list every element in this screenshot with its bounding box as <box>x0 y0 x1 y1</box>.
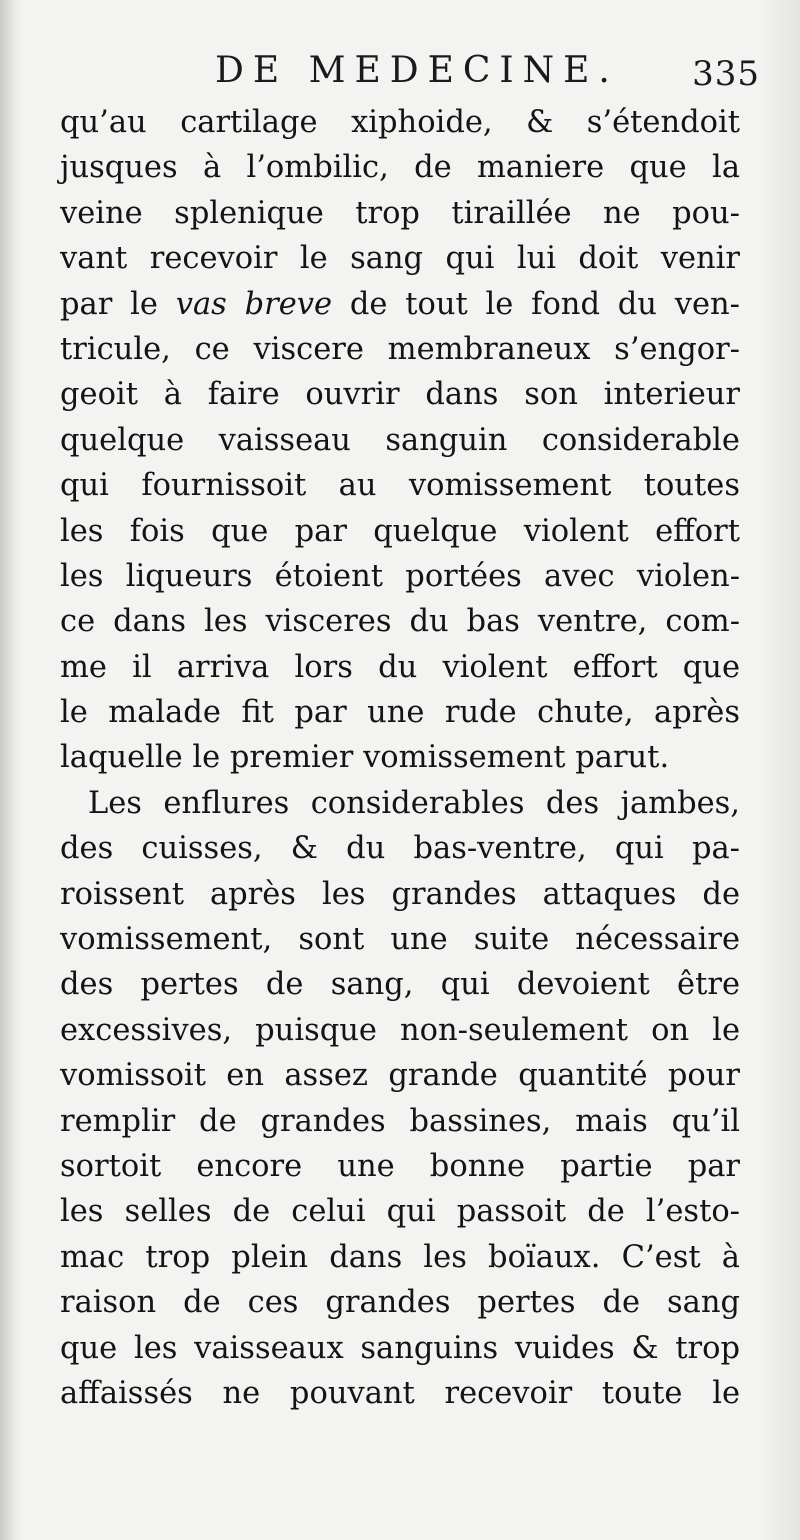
text-line: excessives, puisque non-seulement on le <box>60 1012 740 1048</box>
italic-term: vas breve <box>175 286 333 322</box>
text-line: les liqueurs étoient portées avec violen- <box>60 558 740 594</box>
text-line: que les vaisseaux sanguins vuides & trop <box>60 1330 740 1366</box>
text-line: le malade fit par une rude chute, après <box>60 695 740 731</box>
body-text <box>60 100 740 1416</box>
text-line: ce dans les visceres du bas ventre, com- <box>60 604 740 640</box>
page-gutter-shadow <box>0 0 22 1540</box>
text-line: raison de ces grandes pertes de sang <box>60 1285 740 1321</box>
text-line: geoit à faire ouvrir dans son interieur <box>60 377 740 413</box>
page-edge-shadow <box>760 0 800 1540</box>
running-head-title: DE MEDECINE. <box>215 50 619 91</box>
text-line: affaissés ne pouvant recevoir toute le <box>60 1375 740 1411</box>
text-line: vomissement, sont une suite nécessaire <box>60 922 740 958</box>
text-line: les fois que par quelque violent effort <box>60 513 740 549</box>
text-line: remplir de grandes bassines, mais qu’il <box>60 1103 740 1139</box>
text-line: mac trop plein dans les boïaux. C’est à <box>60 1239 740 1275</box>
text-segment: de tout le fond du ven- <box>332 286 740 322</box>
running-head <box>60 46 760 102</box>
text-line: me il arriva lors du violent effort que <box>60 649 740 685</box>
text-line: les selles de celui qui passoit de l’esto- <box>60 1194 740 1230</box>
text-line: roissent après les grandes attaques de <box>60 876 740 912</box>
text-line: vomissoit en assez grande quantité pour <box>60 1058 740 1094</box>
text-line: des cuisses, & du bas-ventre, qui pa- <box>60 831 740 867</box>
paragraph-end-line: laquelle le premier vomissement parut. <box>60 740 670 776</box>
text-line: sortoit encore une bonne partie par <box>60 1148 740 1184</box>
text-line: quelque vaisseau sanguin considerable <box>60 422 740 458</box>
paragraph-start-line: Les enflures considerables des jambes, <box>88 785 740 821</box>
text-line: qu’au cartilage xiphoide, & s’étendoit <box>60 105 740 140</box>
text-line: veine splenique trop tiraillée ne pou- <box>60 195 740 231</box>
text-line: des pertes de sang, qui devoient être <box>60 967 740 1003</box>
text-line-with-italic <box>60 282 740 327</box>
text-segment: par le <box>60 286 176 322</box>
text-line: vant recevoir le sang qui lui doit venir <box>60 241 740 277</box>
text-line: jusques à l’ombilic, de maniere que la <box>60 150 740 186</box>
text-line: qui fournissoit au vomissement toutes <box>60 468 740 504</box>
page-number: 335 <box>692 54 760 94</box>
text-line: tricule, ce viscere membraneux s’engor- <box>60 331 740 367</box>
